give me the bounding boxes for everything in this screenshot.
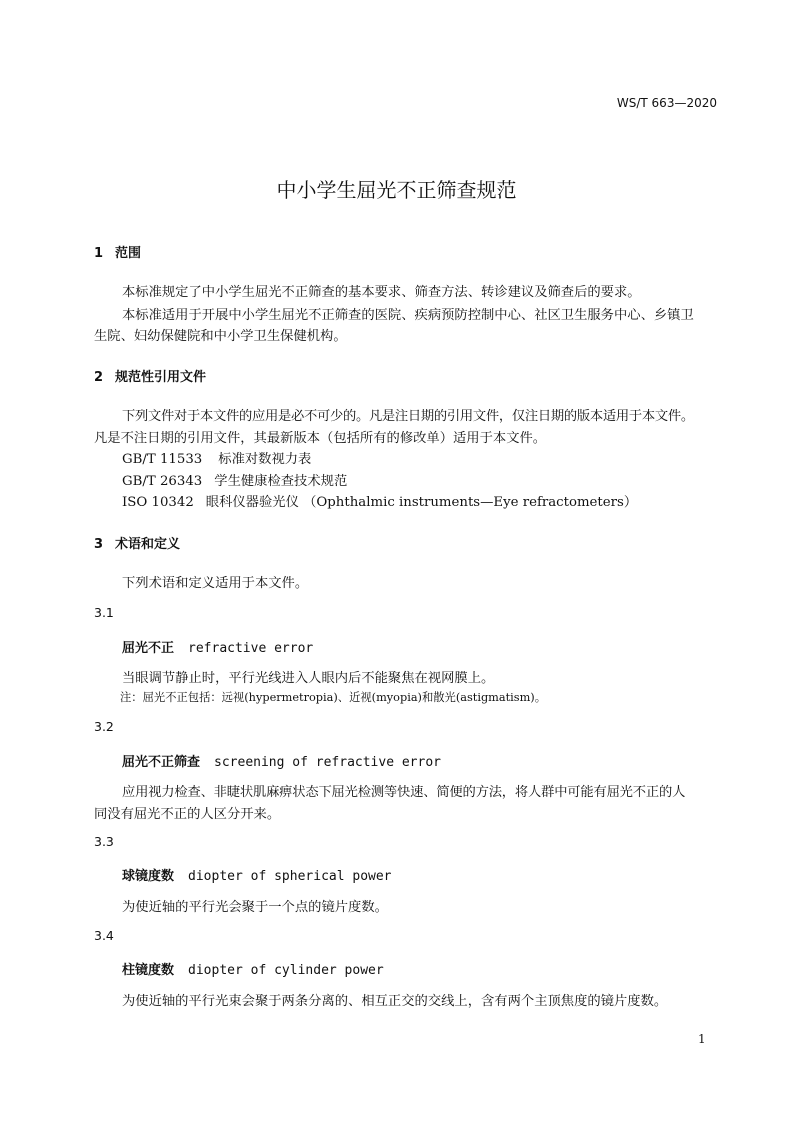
term-definition: 为使近轴的平行光会聚于一个点的镜片度数。 [122, 900, 388, 915]
reference-item [122, 448, 311, 467]
reference-item [122, 491, 637, 510]
section-title: 术语和定义 [115, 537, 181, 552]
term-heading [122, 751, 441, 770]
reference-code: GB/T 26343 [122, 474, 203, 489]
reference-code: ISO 10342 [122, 495, 194, 510]
term-definition-continuation: 同没有屈光不正的人区分开来。 [94, 807, 281, 822]
paragraph: 下列文件对于本文件的应用是必不可少的。凡是注日期的引用文件，仅注日期的版本适用于本文件。 [122, 409, 694, 424]
term-heading [122, 959, 384, 978]
reference-item [122, 470, 347, 489]
page-number: 1 [698, 1032, 706, 1046]
term-zh: 屈光不正 [122, 641, 175, 656]
section-number: 2 [94, 370, 104, 385]
reference-code: GB/T 11533 [122, 452, 203, 467]
term-en: screening of refractive error [214, 755, 441, 770]
term-en: refractive error [188, 641, 314, 656]
term-number: 3.3 [94, 834, 114, 849]
term-zh: 柱镜度数 [122, 963, 175, 978]
term-number: 3.4 [94, 928, 114, 943]
term-definition: 为使近轴的平行光束会聚于两条分离的、相互正交的交线上，含有两个主顶焦度的镜片度数。 [122, 994, 668, 1009]
document-title: 中小学生屈光不正筛查规范 [276, 178, 517, 202]
section-title: 规范性引用文件 [115, 370, 207, 385]
paragraph: 下列术语和定义适用于本文件。 [122, 576, 309, 591]
term-heading [122, 865, 392, 884]
term-number: 3.2 [94, 719, 114, 734]
section-number: 3 [94, 537, 104, 552]
paragraph-continuation: 凡是不注日期的引用文件，其最新版本（包括所有的修改单）适用于本文件。 [94, 431, 547, 446]
term-zh: 球镜度数 [122, 869, 175, 884]
reference-title: 标准对数视力表 [218, 452, 312, 467]
term-en: diopter of spherical power [188, 869, 392, 884]
paragraph: 本标准规定了中小学生屈光不正筛查的基本要求、筛查方法、转诊建议及筛查后的要求。 [122, 285, 641, 300]
reference-title: 眼科仪器验光仪 （Ophthalmic instruments—Eye refractometers） [205, 495, 638, 510]
term-note: 注：屈光不正包括：远视(hypermetropia)、近视(myopia)和散光(astigmatism)。 [120, 691, 546, 704]
reference-title: 学生健康检查技术规范 [214, 474, 348, 489]
section-title: 范围 [115, 246, 142, 261]
paragraph-continuation: 生院、妇幼保健院和中小学卫生保健机构。 [94, 329, 347, 344]
term-definition: 当眼调节静止时，平行光线进入人眼内后不能聚焦在视网膜上。 [122, 671, 495, 686]
section-2-heading [94, 366, 206, 385]
term-en: diopter of cylinder power [188, 963, 384, 978]
section-number: 1 [94, 246, 104, 261]
section-1-heading [94, 242, 141, 261]
term-definition: 应用视力检查、非睫状肌麻痹状态下屈光检测等快速、简便的方法，将人群中可能有屈光不正的人 [122, 785, 686, 800]
paragraph: 本标准适用于开展中小学生屈光不正筛查的医院、疾病预防控制中心、社区卫生服务中心、乡镇卫 [122, 308, 694, 323]
section-3-heading [94, 533, 180, 552]
term-zh: 屈光不正筛查 [122, 755, 201, 770]
standard-code: WS/T 663—2020 [616, 96, 717, 110]
term-heading [122, 637, 313, 656]
term-number: 3.1 [94, 605, 114, 620]
